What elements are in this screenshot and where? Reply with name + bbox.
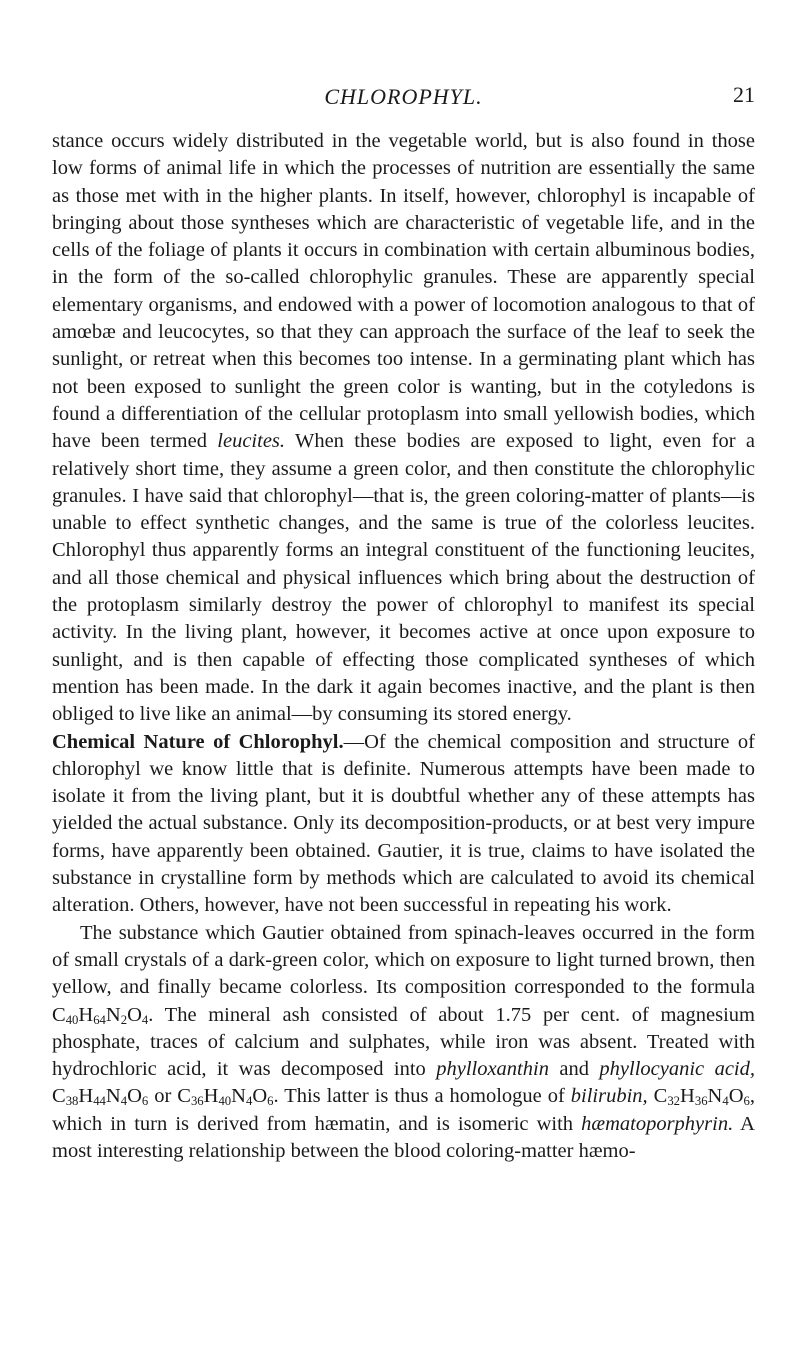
- term-phyllocyanic-acid: phyllocyanic acid,: [599, 1058, 755, 1081]
- body-text: [52, 128, 755, 1165]
- paragraph-3: [52, 920, 755, 1166]
- term-leucites: leucites.: [217, 430, 286, 453]
- paragraph-3-text-1: The substance which Gautier obtained from spinach-leaves occurred in the form of small crystals of a dark-green color, which on exposure to light turned brown, then yellow, and finally became colorless. Its composition corresponded to the formula: [52, 921, 755, 999]
- term-bilirubin: bilirubin,: [570, 1085, 648, 1108]
- paragraph-3-text-7: A most interesting relationship between the blood coloring-matter hæmo-: [52, 1112, 755, 1162]
- paragraph-2: [52, 729, 755, 920]
- paragraph-3-text-5: . This latter is thus a homologue of: [273, 1085, 571, 1108]
- paragraph-3-text-4: or: [148, 1085, 178, 1108]
- paragraph-3-text-3: and: [548, 1058, 600, 1081]
- paragraph-3-text-2: . The mineral ash consisted of about 1.75 per cent. of magnesium phosphate, traces of calcium and sulphates, while iron was absent. Treated with hydrochloric acid, it was decomposed into: [52, 1003, 755, 1081]
- page-number: 21: [733, 82, 755, 107]
- running-header: [52, 78, 755, 114]
- paragraph-1-text: stance occurs widely distributed in the vegetable world, but is also found in those low forms of animal life in which the processes of nutrition are essentially the same as those met with in the higher plants. In itself, however, chlorophyl is incapable of bringing about those syntheses which are characteristic of vegetable life, and in the cells of the foliage of plants it occurs in combination with certain albuminous bodies, in the form of the so-called chlorophylic granules. These are apparently special elementary organisms, and endowed with a power of locomotion analogous to that of amœbæ and leucocytes, so that they can approach the surface of the leaf to seek the sunlight, or retreat when this becomes too intense. In a germinating plant which has not been exposed to sunlight the green color is wanting, but in the cotyledons is found a differentiation of the cellular protoplasm into small yellowish bodies, which have been termed: [52, 130, 755, 453]
- paragraph-3-text-6: , which in turn is derived from hæmatin, and is isomeric with: [52, 1085, 756, 1135]
- paragraph-2-text: —Of the chemical composition and structure of chlorophyl we know little that is definite. Numerous attempts have been made to isolate it from the living plant, but it is doubtful whether any of these attempts has yielded the actual substance. Only its decomposition-products, or at best very impure forms, have apparently been obtained. Gautier, it is true, claims to have isolated the substance in crystalline form by methods which are calculated to avoid its chemical alteration. Others, however, have not been successful in repeating his work.: [52, 730, 756, 917]
- paragraph-1: [52, 128, 755, 729]
- formula-phyllocyanic-2: $C_{36}H_{40}N_4O_6$: [177, 1085, 274, 1109]
- running-title: CHLOROPHYL.: [324, 84, 483, 109]
- formula-gautier: $C_{40}H_{64}N_2O_4$: [52, 1003, 149, 1027]
- term-phylloxanthin: phylloxanthin: [436, 1058, 549, 1081]
- book-page: [52, 78, 755, 1165]
- paragraph-1-continuation: When these bodies are exposed to light, even for a relatively short time, they assume a green color, and then constitute the chlorophylic granules. I have said that chlorophyl—that is, the green coloring-matter of plants—is unable to effect synthetic changes, and the same is true of the colorless leucites. Chlorophyl thus apparently forms an integral constituent of the functioning leucites, and all those chemical and physical influences which bring about the destruction of the protoplasm similarly destroy the power of chlorophyl to manifest its special activity. In the living plant, however, it becomes active at once upon exposure to sunlight, and is then capable of effecting those complicated syntheses of which mention has been made. In the dark it again becomes inactive, and the plant is then obliged to live like an animal—by consuming its stored energy.: [52, 430, 756, 726]
- formula-phyllocyanic-1: $C_{38}H_{44}N_4O_6$: [52, 1085, 149, 1109]
- formula-bilirubin: $C_{32}H_{36}N_4O_6$: [653, 1085, 750, 1109]
- term-haematoporphyrin: hæmatoporphyrin.: [581, 1112, 734, 1135]
- section-heading: Chemical Nature of Chlorophyl.: [52, 730, 344, 753]
